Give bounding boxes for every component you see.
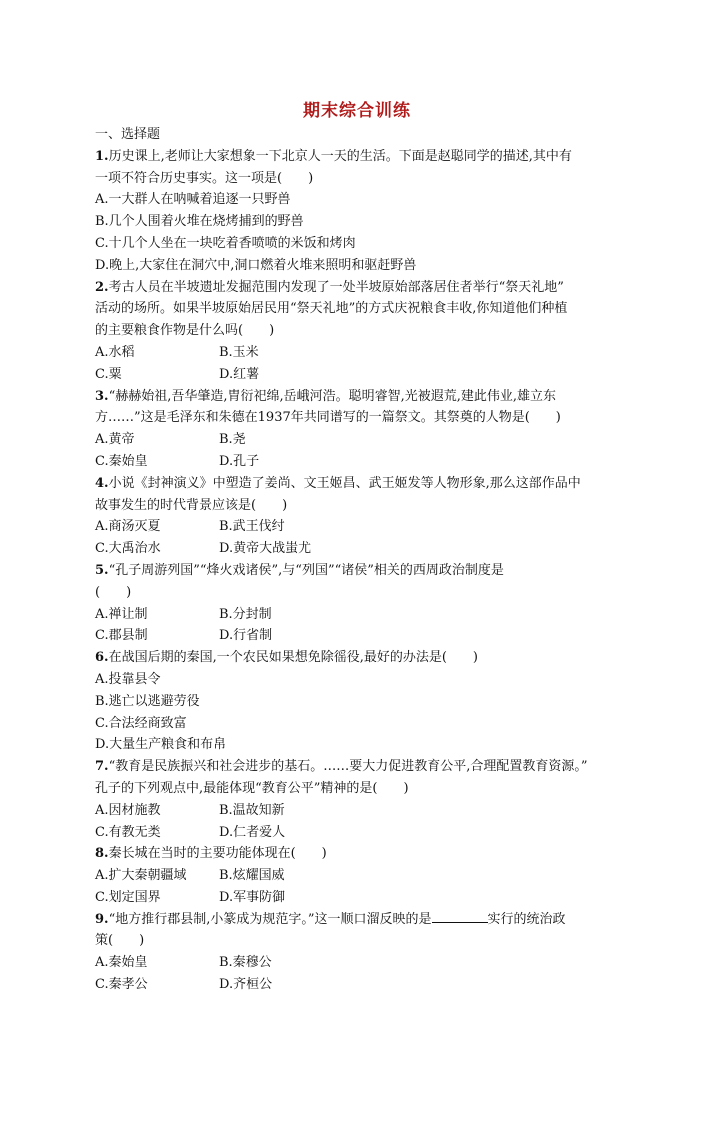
question-stem-line: 的主要粮食作物是什么吗( ): [95, 323, 275, 339]
fill-blank: [432, 909, 488, 923]
question-stem-line: 故事发生的时代背景应该是( ): [95, 497, 288, 513]
question-stem-line: 3.“赫赫始祖,吾华肇造,胄衍祀绵,岳峨河浩。聪明睿智,光被遐荒,建此伟业,雄立东: [95, 388, 557, 404]
question-number: 5.: [95, 562, 109, 578]
question-stem-line: 2.考古人员在半坡遗址发掘范围内发现了一处半坡原始部落居住者举行“祭天礼地”: [95, 279, 564, 295]
option-a[interactable]: A.投靠县令: [95, 671, 161, 687]
option-c[interactable]: C.合法经商致富: [95, 715, 187, 731]
option-a[interactable]: A.一大群人在呐喊着追逐一只野兽: [95, 192, 291, 208]
option-b[interactable]: B.几个人围着火堆在烧烤捕到的野兽: [95, 214, 304, 230]
question-stem-line: 8.秦长城在当时的主要功能体现在( ): [95, 846, 327, 862]
options-row: [95, 604, 655, 626]
question-number: 3.: [95, 388, 109, 404]
option-c[interactable]: C.秦孝公: [95, 977, 148, 993]
option-d[interactable]: D.黄帝大战蚩尤: [219, 541, 312, 557]
option-c[interactable]: C.大禹治水: [95, 541, 161, 557]
question-7: [95, 756, 655, 843]
question-stem-line: 7.“教育是民族振兴和社会进步的基石。……要大力促进教育公平,合理配置教育资源。”: [95, 759, 588, 775]
question-4: [95, 473, 655, 560]
question-stem-line: 1.历史课上,老师让大家想象一下北京人一天的生活。下面是赵聪同学的描述,其中有: [95, 148, 572, 164]
option-a[interactable]: A.秦始皇: [95, 955, 148, 971]
option-a[interactable]: A.水稻: [95, 344, 135, 360]
option-b[interactable]: B.秦穆公: [219, 955, 272, 971]
question-number: 6.: [95, 650, 109, 666]
option-a[interactable]: A.禅让制: [95, 606, 148, 622]
question-9: [95, 909, 655, 996]
option-d[interactable]: D.红薯: [219, 366, 260, 382]
question-5: [95, 560, 655, 647]
option-b[interactable]: B.逃亡以逃避劳役: [95, 693, 200, 709]
question-number: 7.: [95, 759, 109, 775]
question-stem-line: 5.“孔子周游列国”“烽火戏诸侯”,与“列国”“诸侯”相关的西周政治制度是: [95, 562, 504, 578]
question-number: 2.: [95, 279, 109, 295]
options-row: [95, 538, 655, 560]
option-c[interactable]: C.有教无类: [95, 824, 161, 840]
option-d[interactable]: D.大量生产粮食和布帛: [95, 737, 227, 753]
option-b[interactable]: B.炫耀国威: [219, 868, 285, 884]
option-d[interactable]: D.军事防御: [219, 889, 286, 905]
options-row: [95, 800, 655, 822]
option-c[interactable]: C.粟: [95, 366, 122, 382]
question-2: [95, 277, 655, 386]
option-c[interactable]: C.十几个人坐在一块吃着香喷喷的米饭和烤肉: [95, 235, 356, 251]
question-stem-line: 策( ): [95, 933, 145, 949]
question-stem-line: 活动的场所。如果半坡原始居民用“祭天礼地”的方式庆祝粮食丰收,你知道他们种植: [95, 301, 568, 317]
option-d[interactable]: D.齐桓公: [219, 977, 273, 993]
options-row: [95, 822, 655, 844]
question-list: [95, 124, 655, 996]
question-3: [95, 386, 655, 473]
question-stem-line: 9.“地方推行郡县制,小篆成为规范字。”这一顺口溜反映的是 实行的统治政: [95, 909, 655, 931]
option-b[interactable]: B.尧: [219, 432, 246, 448]
question-number: 9.: [95, 911, 109, 927]
options-row: [95, 952, 655, 974]
option-d[interactable]: D.仁者爱人: [219, 824, 286, 840]
option-b[interactable]: B.分封制: [219, 606, 272, 622]
question-stem-line: 6.在战国后期的秦国,一个农民如果想免除徭役,最好的办法是( ): [95, 650, 478, 666]
option-a[interactable]: A.商汤灭夏: [95, 519, 161, 535]
question-number: 4.: [95, 475, 109, 491]
question-number: 8.: [95, 846, 109, 862]
option-b[interactable]: B.玉米: [219, 344, 259, 360]
question-6: [95, 647, 655, 756]
option-a[interactable]: A.扩大秦朝疆域: [95, 868, 187, 884]
option-a[interactable]: A.因材施教: [95, 802, 161, 818]
question-number: 1.: [95, 148, 109, 164]
section-heading: 一、选择题: [95, 127, 161, 142]
options-row: [95, 625, 655, 647]
option-a[interactable]: A.黄帝: [95, 432, 135, 448]
option-c[interactable]: C.划定国界: [95, 889, 161, 905]
option-d[interactable]: D.孔子: [219, 453, 260, 469]
options-row: [95, 342, 655, 364]
question-1: [95, 146, 655, 277]
options-row: [95, 451, 655, 473]
options-row: [95, 429, 655, 451]
question-stem-line: ( ): [95, 584, 132, 600]
question-stem-line: 4.小说《封神演义》中塑造了姜尚、文王姬昌、武王姬发等人物形象,那么这部作品中: [95, 475, 581, 491]
options-row: [95, 865, 655, 887]
options-row: [95, 516, 655, 538]
option-b[interactable]: B.温故知新: [219, 802, 285, 818]
option-b[interactable]: B.武王伐纣: [219, 519, 285, 535]
question-8: [95, 843, 655, 908]
question-stem-line: 孔子的下列观点中,最能体现“教育公平”精神的是( ): [95, 780, 409, 796]
question-stem-line: 一项不符合历史事实。这一项是( ): [95, 170, 314, 186]
options-row: [95, 974, 655, 996]
option-c[interactable]: C.秦始皇: [95, 453, 148, 469]
page-title: 期末综合训练: [303, 101, 411, 121]
options-row: [95, 887, 655, 909]
option-d[interactable]: D.晚上,大家住在洞穴中,洞口燃着火堆来照明和驱赶野兽: [95, 257, 417, 273]
question-stem-line: 方……”这是毛泽东和朱德在1937年共同谱写的一篇祭文。其祭奠的人物是( ): [95, 410, 561, 426]
option-d[interactable]: D.行省制: [219, 628, 273, 644]
options-row: [95, 364, 655, 386]
option-c[interactable]: C.郡县制: [95, 628, 148, 644]
